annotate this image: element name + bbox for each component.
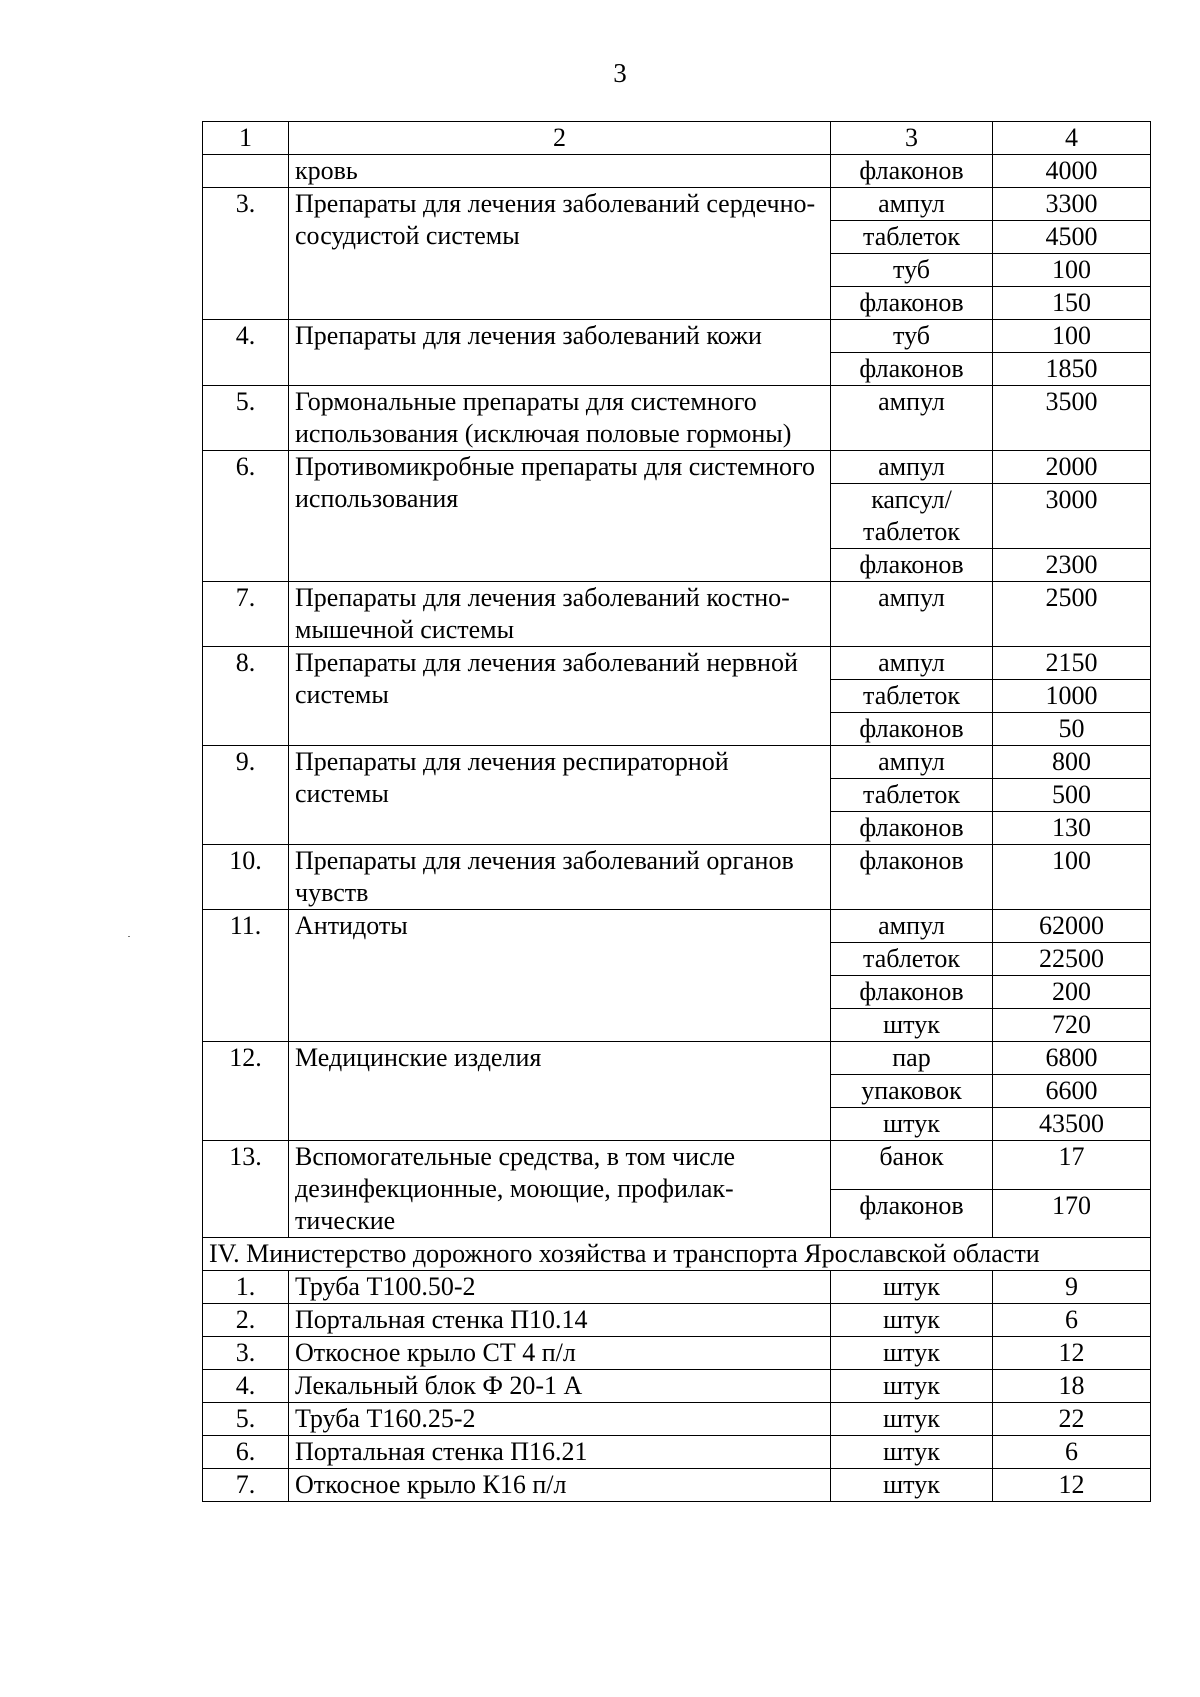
quantity-cell: 1850	[993, 353, 1151, 386]
item-name: Лекальный блок Ф 20-1 А	[289, 1370, 831, 1403]
quantity-cell: 2000	[993, 451, 1151, 484]
row-number: 11.	[203, 910, 289, 1042]
quantity-cell: 17	[993, 1141, 1151, 1190]
row-number: 7.	[203, 582, 289, 647]
unit-cell: капсул/ таблеток	[831, 484, 993, 549]
quantity-cell: 6800	[993, 1042, 1151, 1075]
unit-cell: штук	[831, 1009, 993, 1042]
row-number: 5.	[203, 1403, 289, 1436]
unit-cell: флаконов	[831, 287, 993, 320]
supply-table-body	[203, 122, 1151, 1502]
unit-cell: ампул	[831, 647, 993, 680]
row-number: 6.	[203, 1436, 289, 1469]
quantity-cell: 12	[993, 1469, 1151, 1502]
item-name: Препараты для лечения заболеваний органов чувств	[289, 845, 831, 910]
unit-cell: штук	[831, 1337, 993, 1370]
unit-cell: ампул	[831, 582, 993, 647]
scan-speck	[128, 936, 130, 937]
row-number: 4.	[203, 1370, 289, 1403]
item-name: Труба Т160.25-2	[289, 1403, 831, 1436]
table-row	[203, 1304, 1151, 1337]
unit-cell: пар	[831, 1042, 993, 1075]
table-row	[203, 1370, 1151, 1403]
quantity-cell: 100	[993, 320, 1151, 353]
row-number: 3.	[203, 1337, 289, 1370]
row-number: 5.	[203, 386, 289, 451]
item-name: Вспомогательные средства, в том числе дезинфекционные, моющие, профилак-тические	[289, 1141, 831, 1238]
item-name: Гормональные препараты для системного использования (исключая половые гормоны)	[289, 386, 831, 451]
unit-cell: ампул	[831, 746, 993, 779]
unit-cell: флаконов	[831, 812, 993, 845]
item-name: Препараты для лечения заболеваний кожи	[289, 320, 831, 386]
quantity-cell: 18	[993, 1370, 1151, 1403]
unit-cell: ампул	[831, 188, 993, 221]
table-row	[203, 845, 1151, 910]
unit-cell: ампул	[831, 451, 993, 484]
quantity-cell: 1000	[993, 680, 1151, 713]
row-number: 1.	[203, 1271, 289, 1304]
unit-cell: банок	[831, 1141, 993, 1190]
header-row	[203, 122, 1151, 155]
quantity-cell: 170	[993, 1189, 1151, 1238]
quantity-cell: 3000	[993, 484, 1151, 549]
item-name: Труба Т100.50-2	[289, 1271, 831, 1304]
item-name: Портальная стенка П16.21	[289, 1436, 831, 1469]
quantity-cell: 6	[993, 1304, 1151, 1337]
table-row	[203, 451, 1151, 484]
unit-cell: штук	[831, 1370, 993, 1403]
unit-cell: штук	[831, 1403, 993, 1436]
unit-cell: штук	[831, 1469, 993, 1502]
unit-cell: флаконов	[831, 1189, 993, 1238]
quantity-cell: 500	[993, 779, 1151, 812]
quantity-cell: 9	[993, 1271, 1151, 1304]
row-number: 4.	[203, 320, 289, 386]
item-name: Медицинские изделия	[289, 1042, 831, 1141]
table-row	[203, 1403, 1151, 1436]
table-row	[203, 1141, 1151, 1190]
unit-cell: ампул	[831, 910, 993, 943]
table-row	[203, 1042, 1151, 1075]
quantity-cell: 100	[993, 845, 1151, 910]
item-name: Откосное крыло СТ 4 п/л	[289, 1337, 831, 1370]
unit-cell: штук	[831, 1436, 993, 1469]
table-row	[203, 746, 1151, 779]
quantity-cell: 720	[993, 1009, 1151, 1042]
item-name: кровь	[289, 155, 831, 188]
unit-cell: флаконов	[831, 549, 993, 582]
unit-cell: таблеток	[831, 221, 993, 254]
row-number: 6.	[203, 451, 289, 582]
row-number: 13.	[203, 1141, 289, 1238]
quantity-cell: 2150	[993, 647, 1151, 680]
supply-table	[202, 121, 1151, 1502]
table-row	[203, 320, 1151, 353]
item-name: Препараты для лечения заболеваний сердечно-сосудистой системы	[289, 188, 831, 320]
row-number: 8.	[203, 647, 289, 746]
unit-cell: штук	[831, 1271, 993, 1304]
quantity-cell: 62000	[993, 910, 1151, 943]
item-name: Портальная стенка П10.14	[289, 1304, 831, 1337]
quantity-cell: 22500	[993, 943, 1151, 976]
quantity-cell: 4500	[993, 221, 1151, 254]
unit-cell: флаконов	[831, 845, 993, 910]
row-number: 7.	[203, 1469, 289, 1502]
table-row	[203, 647, 1151, 680]
quantity-cell: 130	[993, 812, 1151, 845]
quantity-cell: 800	[993, 746, 1151, 779]
unit-cell: флаконов	[831, 713, 993, 746]
section-title: IV. Министерство дорожного хозяйства и транспорта Ярославской области	[203, 1238, 1151, 1271]
quantity-cell: 22	[993, 1403, 1151, 1436]
header-col-3: 3	[831, 122, 993, 155]
quantity-cell: 2300	[993, 549, 1151, 582]
table-row	[203, 188, 1151, 221]
row-number: 2.	[203, 1304, 289, 1337]
table-row	[203, 1436, 1151, 1469]
table-row	[203, 155, 1151, 188]
item-name: Откосное крыло К16 п/л	[289, 1469, 831, 1502]
row-number: 9.	[203, 746, 289, 845]
quantity-cell: 100	[993, 254, 1151, 287]
unit-cell: флаконов	[831, 976, 993, 1009]
item-name: Антидоты	[289, 910, 831, 1042]
quantity-cell: 2500	[993, 582, 1151, 647]
quantity-cell: 150	[993, 287, 1151, 320]
quantity-cell: 3300	[993, 188, 1151, 221]
row-number	[203, 155, 289, 188]
row-number: 12.	[203, 1042, 289, 1141]
quantity-cell: 12	[993, 1337, 1151, 1370]
quantity-cell: 50	[993, 713, 1151, 746]
table-row	[203, 582, 1151, 647]
table-row	[203, 386, 1151, 451]
unit-cell: таблеток	[831, 680, 993, 713]
table-row	[203, 1469, 1151, 1502]
item-name: Препараты для лечения заболеваний костно-мышечной системы	[289, 582, 831, 647]
row-number: 3.	[203, 188, 289, 320]
section-header-row	[203, 1238, 1151, 1271]
unit-cell: таблеток	[831, 943, 993, 976]
unit-cell: таблеток	[831, 779, 993, 812]
row-number: 10.	[203, 845, 289, 910]
item-name: Препараты для лечения заболеваний нервной системы	[289, 647, 831, 746]
quantity-cell: 6600	[993, 1075, 1151, 1108]
unit-cell: штук	[831, 1108, 993, 1141]
quantity-cell: 43500	[993, 1108, 1151, 1141]
header-col-1: 1	[203, 122, 289, 155]
header-col-4: 4	[993, 122, 1151, 155]
table-row	[203, 1271, 1151, 1304]
unit-cell: флаконов	[831, 353, 993, 386]
header-col-2: 2	[289, 122, 831, 155]
page-number: 3	[613, 58, 627, 88]
unit-cell: туб	[831, 254, 993, 287]
quantity-cell: 3500	[993, 386, 1151, 451]
quantity-cell: 200	[993, 976, 1151, 1009]
quantity-cell: 6	[993, 1436, 1151, 1469]
unit-cell: штук	[831, 1304, 993, 1337]
unit-cell: ампул	[831, 386, 993, 451]
item-name: Противомикробные препараты для системного использования	[289, 451, 831, 582]
unit-cell: упаковок	[831, 1075, 993, 1108]
unit-cell: туб	[831, 320, 993, 353]
unit-cell: флаконов	[831, 155, 993, 188]
table-row	[203, 1337, 1151, 1370]
quantity-cell: 4000	[993, 155, 1151, 188]
table-row	[203, 910, 1151, 943]
item-name: Препараты для лечения респираторной системы	[289, 746, 831, 845]
